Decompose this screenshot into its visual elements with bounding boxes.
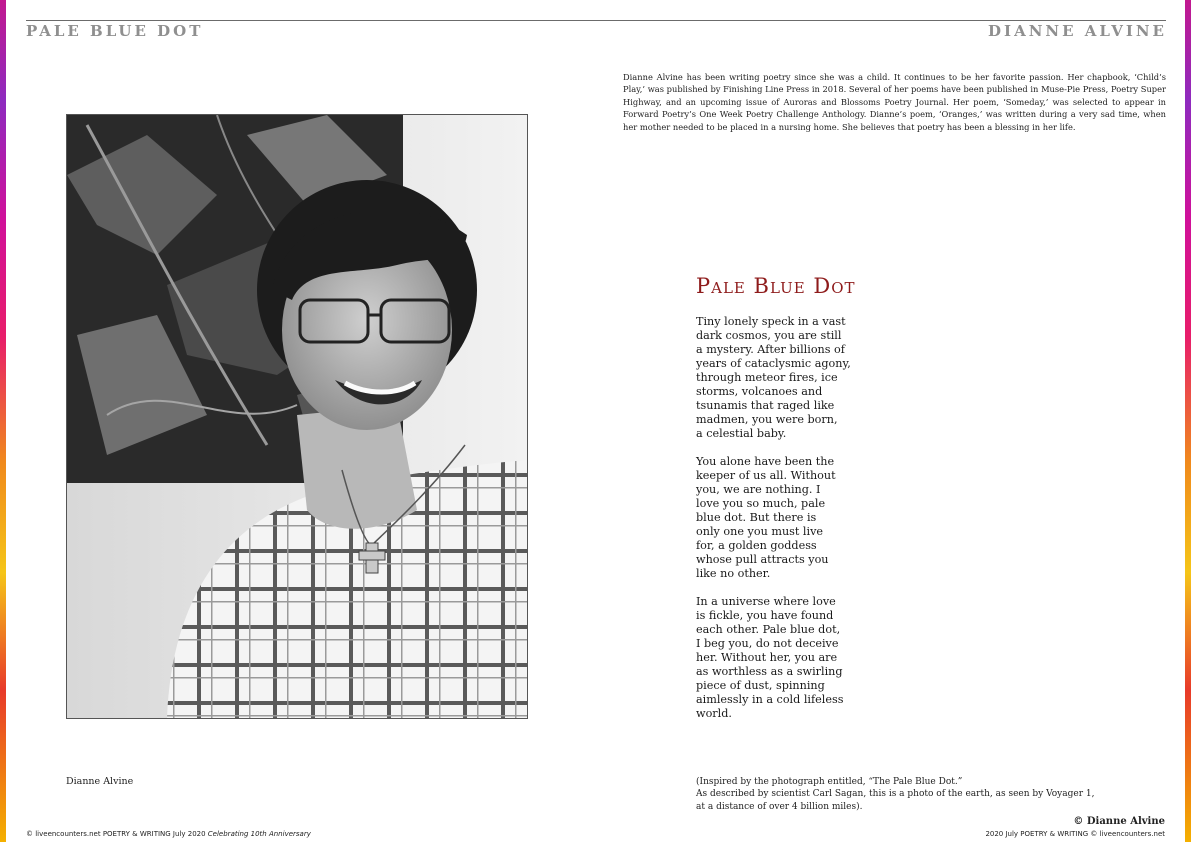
poem-title: Pale Blue Dot	[696, 274, 856, 298]
poem-line: In a universe where love	[696, 595, 836, 608]
poem-line: only one you must live	[696, 525, 824, 538]
poem-line: You alone have been the	[696, 455, 835, 468]
poem-line: piece of dust, spinning	[696, 679, 825, 692]
author-portrait-photo	[66, 114, 528, 719]
poem-stanza	[696, 455, 886, 581]
poem-line: you, we are nothing. I	[696, 483, 821, 496]
poem-line: for, a golden goddess	[696, 539, 817, 552]
poem-line: love you so much, pale	[696, 497, 826, 510]
poem-line: her. Without her, you are	[696, 651, 838, 664]
poem-line: whose pull attracts you	[696, 553, 829, 566]
footer-left-anniversary: Celebrating 10th Anniversary	[207, 830, 311, 838]
right-page-edge-decoration	[1185, 0, 1191, 842]
poem-line: storms, volcanoes and	[696, 385, 823, 398]
poem-line: a celestial baby.	[696, 427, 787, 440]
poem-stanza	[696, 595, 886, 721]
author-bio: Dianne Alvine has been writing poetry since she was a child. It continues to be her favorite passion. Her chapbook, ‘Child’s Play,’ was published by Finishing Line Press in 2018. Several of her poems have been published in Muse-Pie Press, Poetry Super Highway, and an upcoming issue of Auroras and Blossoms Poetry Journal. Her poem, ‘Someday,’ was selected to appear in Forward Poetry’s One Week Poetry Challenge Anthology. Dianne’s poem, ‘Oranges,’ was written during a very sad time, when her mother needed to be placed in a nursing home. She believes that poetry has been a blessing in her life.	[623, 72, 1166, 132]
poem-line: each other. Pale blue dot,	[696, 623, 841, 636]
poem-line: I beg you, do not deceive	[696, 637, 839, 650]
copyright-notice: © Dianne Alvine	[1073, 816, 1165, 827]
note-line: at a distance of over 4 billion miles).	[696, 801, 863, 812]
photo-caption: Dianne Alvine	[66, 776, 134, 787]
poem-line: keeper of us all. Without	[696, 469, 836, 482]
left-page-edge-decoration	[0, 0, 6, 842]
poem-line: blue dot. But there is	[696, 511, 817, 524]
poem-line: a mystery. After billions of	[696, 343, 845, 356]
header-rule	[26, 20, 1166, 21]
running-head-right: DIANNE ALVINE	[988, 22, 1167, 40]
poem-line: years of cataclysmic agony,	[696, 357, 851, 370]
poem-stanza	[696, 315, 886, 441]
footer-left-text: © liveencounters.net POETRY & WRITING July 2020	[26, 830, 208, 838]
poem-line: aimlessly in a cold lifeless	[696, 693, 844, 706]
poem-body	[696, 315, 886, 735]
poem-line: as worthless as a swirling	[696, 665, 843, 678]
note-line: (Inspired by the photograph entitled, “The Pale Blue Dot.”	[696, 777, 963, 787]
poem-line: tsunamis that raged like	[696, 399, 835, 412]
running-head-left: PALE BLUE DOT	[26, 22, 204, 40]
poem-line: through meteor fires, ice	[696, 371, 838, 384]
note-line: As described by scientist Carl Sagan, this is a photo of the earth, as seen by Voyager 1,	[696, 789, 1095, 800]
poem-line: Tiny lonely speck in a vast	[696, 315, 846, 328]
poem-line: dark cosmos, you are still	[696, 329, 842, 342]
poem-line: like no other.	[696, 567, 771, 580]
footer-left	[26, 830, 311, 838]
poem-inspiration-note	[696, 776, 1094, 813]
poem-line: madmen, you were born,	[696, 413, 838, 426]
poem-line: is fickle, you have found	[696, 609, 834, 622]
poem-line: world.	[696, 707, 732, 720]
footer-right: 2020 July POETRY & WRITING © liveencounters.net	[985, 830, 1165, 838]
